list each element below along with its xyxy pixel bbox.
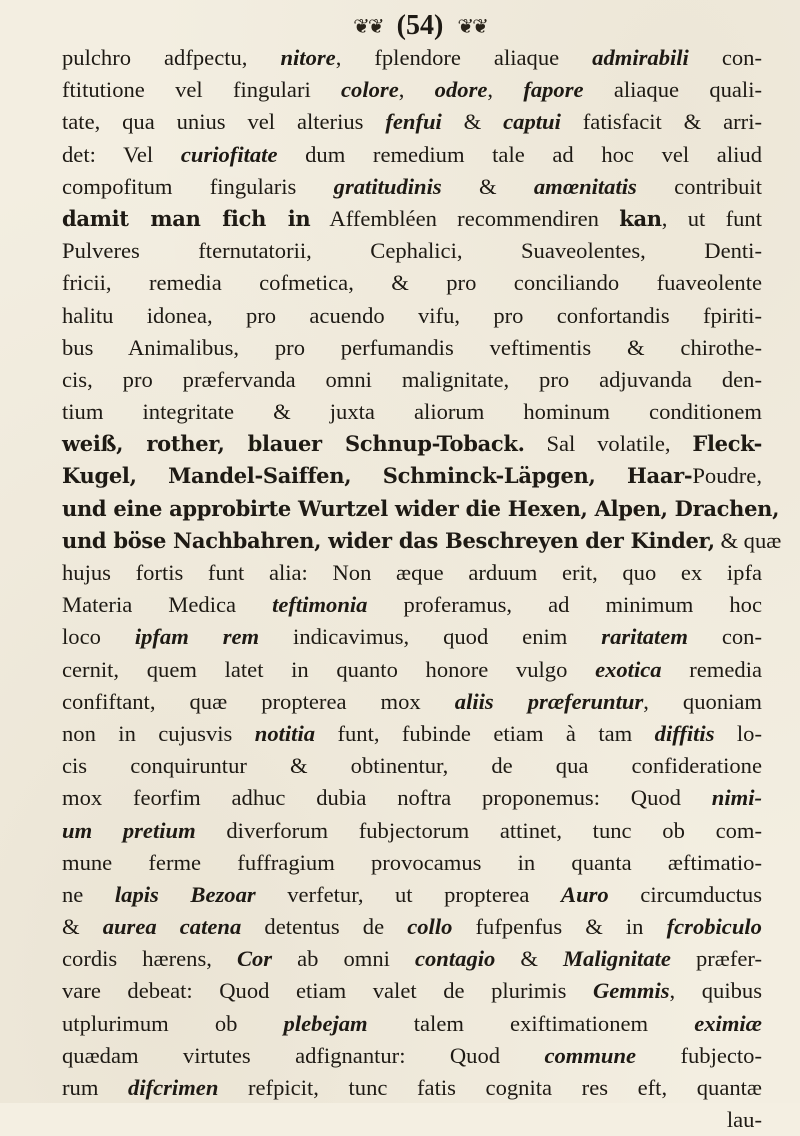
text-line — [62, 1040, 762, 1072]
text-segment: mox feorfim adhuc dubia noftra proponemus: Quod — [62, 785, 712, 811]
text-segment: funt, fubinde etiam à tam — [315, 720, 655, 746]
italic-term: lapis Bezoar — [114, 881, 256, 907]
italic-term: Malignitate — [562, 946, 671, 972]
german-fraktur-text: Kugel, Mandel-Saiffen, Schminck-Läpgen, Haar- — [62, 463, 693, 489]
italic-term: Auro — [561, 881, 609, 907]
text-segment: quædam virtutes adfignantur: Quod — [62, 1042, 545, 1068]
text-segment: lau- — [726, 1107, 762, 1133]
text-segment: , quoniam — [643, 688, 763, 714]
text-line — [62, 460, 762, 492]
italic-term: plebejam — [283, 1010, 368, 1036]
text-segment: compofitum fingularis — [62, 173, 334, 199]
text-segment: tium integritate & juxta aliorum hominum conditionem — [62, 399, 762, 425]
text-segment: talem exiftimationem — [367, 1010, 695, 1036]
text-segment: verfetur, ut propterea — [255, 881, 561, 907]
text-line — [62, 654, 762, 686]
text-segment: Materia Medica — [62, 592, 273, 618]
text-segment: hujus fortis funt alia: Non æque arduum erit, quo ex ipfa — [62, 560, 762, 585]
german-fraktur-text: und böse Nachbahren, wider das Beschreyen der Kinder, — [62, 527, 715, 553]
text-segment: ab omni — [272, 946, 415, 972]
page-number: (54) — [396, 10, 444, 41]
text-segment: det: Vel — [62, 141, 181, 167]
text-segment: & — [495, 946, 563, 972]
text-line — [62, 396, 762, 428]
italic-term: ipfam rem — [134, 624, 260, 650]
text-line — [62, 718, 762, 750]
italic-term: eximiæ — [694, 1010, 762, 1036]
text-line — [62, 203, 762, 235]
german-fraktur-text: weiß, rother, blauer Schnup-Toback. — [62, 431, 525, 457]
text-line — [62, 943, 762, 975]
italic-term: Cor — [236, 946, 273, 972]
italic-term: collo — [407, 914, 453, 940]
text-segment: cis conquiruntur & obtinentur, de qua confideratione — [62, 753, 762, 779]
text-segment: pulchro adfpectu, — [62, 45, 281, 70]
page-header — [0, 6, 800, 46]
text-segment: refpicit, tunc fatis cognita res eft, quantæ — [218, 1075, 762, 1100]
text-line — [62, 525, 782, 557]
text-segment: rum — [62, 1075, 129, 1100]
text-segment: confiftant, quæ propterea mox — [62, 688, 455, 714]
text-line — [62, 1072, 762, 1104]
text-segment: & — [441, 109, 504, 135]
text-segment: fubjecto- — [636, 1042, 762, 1068]
german-fraktur-text: kan — [619, 205, 662, 231]
italic-term: admirabili — [592, 45, 689, 70]
text-segment: cernit, quem latet in quanto honore vulgo — [62, 656, 596, 682]
text-segment: remedia — [661, 656, 762, 682]
italic-term: contagio — [414, 946, 496, 972]
german-fraktur-text: Fleck- — [692, 431, 762, 457]
text-line — [62, 750, 762, 782]
text-segment: & — [441, 173, 534, 199]
text-line — [62, 879, 762, 911]
text-line — [62, 911, 762, 943]
text-segment: & — [62, 914, 103, 940]
text-segment: ftitutione vel fingulari — [62, 77, 342, 103]
left-ornament-icon: ❦❦ — [353, 15, 383, 38]
text-segment: indicavimus, quod enim — [259, 624, 602, 650]
text-line — [62, 171, 762, 203]
text-line — [62, 1008, 762, 1040]
text-segment: præfer- — [670, 946, 763, 972]
italic-term: fcrobiculo — [666, 914, 762, 940]
text-segment: fatisfacit & arri- — [560, 109, 762, 135]
text-segment: Sal volatile, — [524, 431, 693, 457]
italic-term: um pretium — [62, 817, 196, 843]
text-line — [62, 300, 762, 332]
text-line — [62, 589, 762, 621]
text-segment: diverforum fubjectorum attinet, tunc ob com- — [195, 817, 762, 843]
text-segment: Pulveres fternutatorii, Cephalici, Suaveolentes, Denti- — [62, 238, 762, 264]
italic-term: gratitudinis — [333, 173, 442, 199]
italic-term: nitore — [280, 45, 336, 70]
text-segment: halitu idonea, pro acuendo vifu, pro confortandis fpiriti- — [62, 302, 762, 328]
italic-term: aurea catena — [102, 914, 242, 940]
italic-term: amœnitatis — [533, 173, 637, 199]
text-segment: cis, pro præfervanda omni malignitate, pro adjuvanda den- — [62, 366, 762, 392]
italic-term: raritatem — [601, 624, 688, 650]
text-segment: fricii, remedia cofmetica, & pro conciliando fuaveolente — [62, 270, 762, 296]
text-line — [62, 428, 762, 460]
text-segment: ne — [62, 881, 115, 907]
text-segment: & quæ — [714, 527, 782, 553]
text-line — [62, 235, 762, 267]
italic-term: commune — [544, 1042, 637, 1068]
text-line — [62, 847, 762, 879]
text-line — [62, 621, 762, 653]
text-segment: , fplendore aliaque — [335, 45, 593, 70]
italic-term: odore — [434, 77, 488, 103]
text-segment: con- — [688, 45, 762, 70]
text-segment: cordis hærens, — [62, 946, 237, 972]
italic-term: diffitis — [654, 720, 715, 746]
text-line — [62, 42, 762, 74]
italic-term: difcrimen — [128, 1075, 219, 1100]
text-segment: aliaque quali- — [583, 77, 763, 103]
italic-term: nimi- — [711, 785, 762, 811]
text-segment: fufpenfus & in — [452, 914, 667, 940]
italic-term: colore — [341, 77, 399, 103]
italic-term: Gemmis — [592, 978, 670, 1004]
text-segment: utplurimum ob — [62, 1010, 284, 1036]
text-line — [62, 267, 762, 299]
text-line — [62, 782, 762, 814]
text-segment: , — [398, 77, 435, 103]
text-segment: , — [487, 77, 524, 103]
text-line — [62, 364, 762, 396]
body-text — [62, 42, 782, 1136]
right-ornament-icon: ❦❦ — [457, 15, 487, 38]
text-segment: contribuit — [636, 173, 762, 199]
text-segment: lo- — [714, 720, 763, 746]
text-segment: tate, qua unius vel alterius — [62, 109, 386, 135]
german-fraktur-text: damit man fich in — [62, 205, 311, 231]
italic-term: fapore — [523, 77, 584, 103]
italic-term: curiofitate — [180, 141, 278, 167]
text-segment: Affembléen recommendiren — [310, 205, 620, 231]
text-line — [62, 815, 762, 847]
text-line — [62, 74, 762, 106]
italic-term: aliis præferuntur — [454, 688, 644, 714]
text-segment: proferamus, ad minimum hoc — [367, 592, 762, 618]
text-segment: non in cujusvis — [62, 720, 255, 746]
text-segment: , ut funt — [661, 205, 762, 231]
text-line — [62, 106, 762, 138]
italic-term: teftimonia — [272, 592, 368, 618]
text-line — [62, 493, 780, 525]
text-line — [62, 557, 762, 589]
italic-term: fenfui — [385, 109, 442, 135]
text-segment: circumductus — [608, 881, 763, 907]
text-segment: con- — [687, 624, 762, 650]
text-segment: mune ferme fuffragium provocamus in quanta æftimatio- — [62, 849, 762, 875]
text-segment: detentus de — [241, 914, 408, 940]
text-line — [62, 139, 762, 171]
text-segment: vare debeat: Quod etiam valet de plurimis — [62, 978, 593, 1004]
text-line — [62, 975, 762, 1007]
italic-term: notitia — [254, 720, 316, 746]
text-segment: Poudre, — [692, 463, 762, 489]
italic-term: captui — [503, 109, 561, 135]
text-line — [62, 686, 762, 718]
text-segment: loco — [62, 624, 135, 650]
text-segment: , quibus — [669, 978, 762, 1004]
text-line — [62, 1104, 762, 1136]
italic-term: exotica — [595, 656, 662, 682]
text-line — [62, 332, 762, 364]
german-fraktur-text: und eine approbirte Wurtzel wider die Hexen, Alpen, Drachen, — [62, 495, 780, 521]
text-segment: bus Animalibus, pro perfumandis veftimentis & chirothe- — [62, 334, 762, 360]
text-segment: dum remedium tale ad hoc vel aliud — [277, 141, 762, 167]
